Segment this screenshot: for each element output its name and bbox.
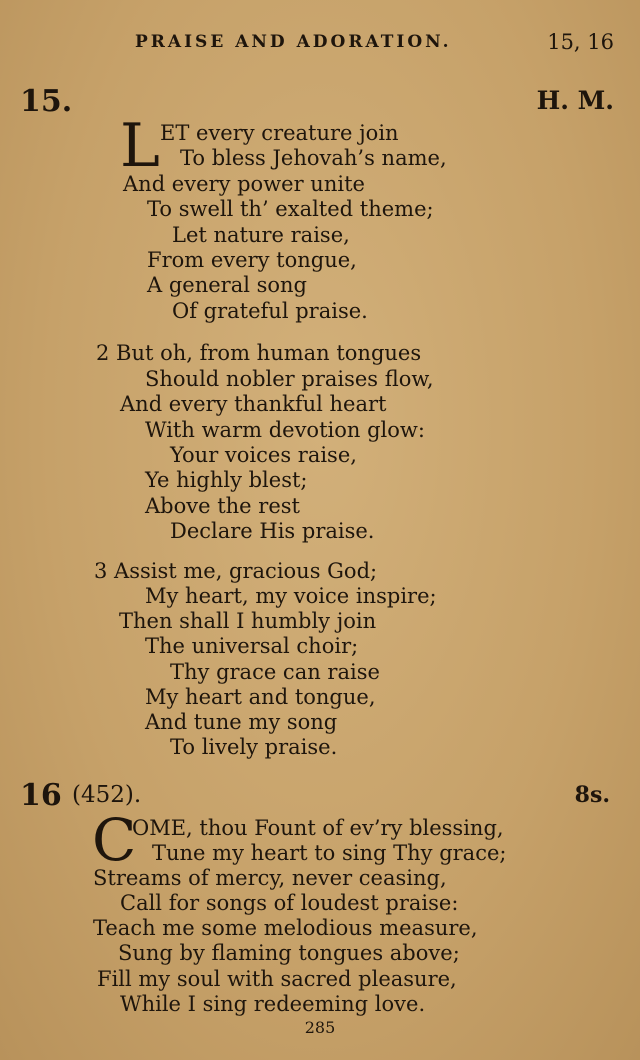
hymn-15-line: To swell th’ exalted theme; (147, 197, 434, 221)
hymn-15-line: Your voices raise, (170, 443, 357, 467)
hymn-16-reference: (452). (72, 782, 142, 808)
hymn-16-drop-cap: C (92, 806, 137, 874)
page-number: 285 (304, 1018, 336, 1037)
hymn-15-line: Thy grace can raise (170, 660, 380, 684)
hymn-15-line: Should nobler praises flow, (145, 367, 434, 391)
hymn-15-line: Above the rest (145, 494, 300, 518)
hymn-16-line: Streams of mercy, never ceasing, (93, 866, 447, 890)
hymn-15-line: Of grateful praise. (172, 299, 368, 323)
hymn-15-line: With warm devotion glow: (145, 418, 425, 442)
hymn-15-drop-cap: L (120, 111, 160, 181)
hymn-15-line: Let nature raise, (172, 223, 350, 247)
hymn-15-meter: H. M. (536, 86, 614, 115)
running-head: PRAISE AND ADORATION. (135, 32, 452, 52)
hymn-15-line: To lively praise. (170, 735, 338, 759)
hymn-15-line: 3 Assist me, gracious God; (94, 559, 378, 583)
hymn-15-line: To bless Jehovah’s name, (180, 146, 447, 170)
hymn-15-line: And every power unite (123, 172, 365, 196)
hymn-15-line: Declare His praise. (170, 519, 375, 543)
hymn-16-line: Sung by flaming tongues above; (118, 941, 460, 965)
hymn-15-number: 15. (20, 84, 73, 119)
hymn-16-line: Teach me some melodious measure, (93, 916, 478, 940)
hymn-16-line: Fill my soul with sacred pleasure, (97, 967, 457, 991)
hymn-16-line: Tune my heart to sing Thy grace; (152, 841, 507, 865)
hymn-15-line: My heart and tongue, (145, 685, 376, 709)
hymn-15-line: 2 But oh, from human tongues (96, 341, 422, 365)
hymn-15-line: Then shall I humbly join (119, 609, 377, 633)
hymn-15-line: And every thankful heart (120, 392, 387, 416)
hymn-16-meter: 8s. (574, 782, 610, 808)
hymn-15-line: From every tongue, (147, 248, 357, 272)
hymn-15-line: A general song (147, 273, 308, 297)
hymn-16-number: 16 (20, 778, 62, 813)
hymn-16-line: Call for songs of loudest praise: (120, 891, 459, 915)
hymn-15-line: My heart, my voice inspire; (145, 584, 437, 608)
hymn-15-line: The universal choir; (145, 634, 359, 658)
hymn-16-line: OME, thou Fount of ev’ry blessing, (132, 816, 504, 840)
hymn-15-line: ET every creature join (160, 121, 399, 145)
hymn-range: 15, 16 (547, 30, 614, 54)
hymn-15-line: Ye highly blest; (145, 468, 308, 492)
hymn-15-line: And tune my song (145, 710, 338, 734)
hymn-16-line: While I sing redeeming love. (120, 992, 426, 1016)
